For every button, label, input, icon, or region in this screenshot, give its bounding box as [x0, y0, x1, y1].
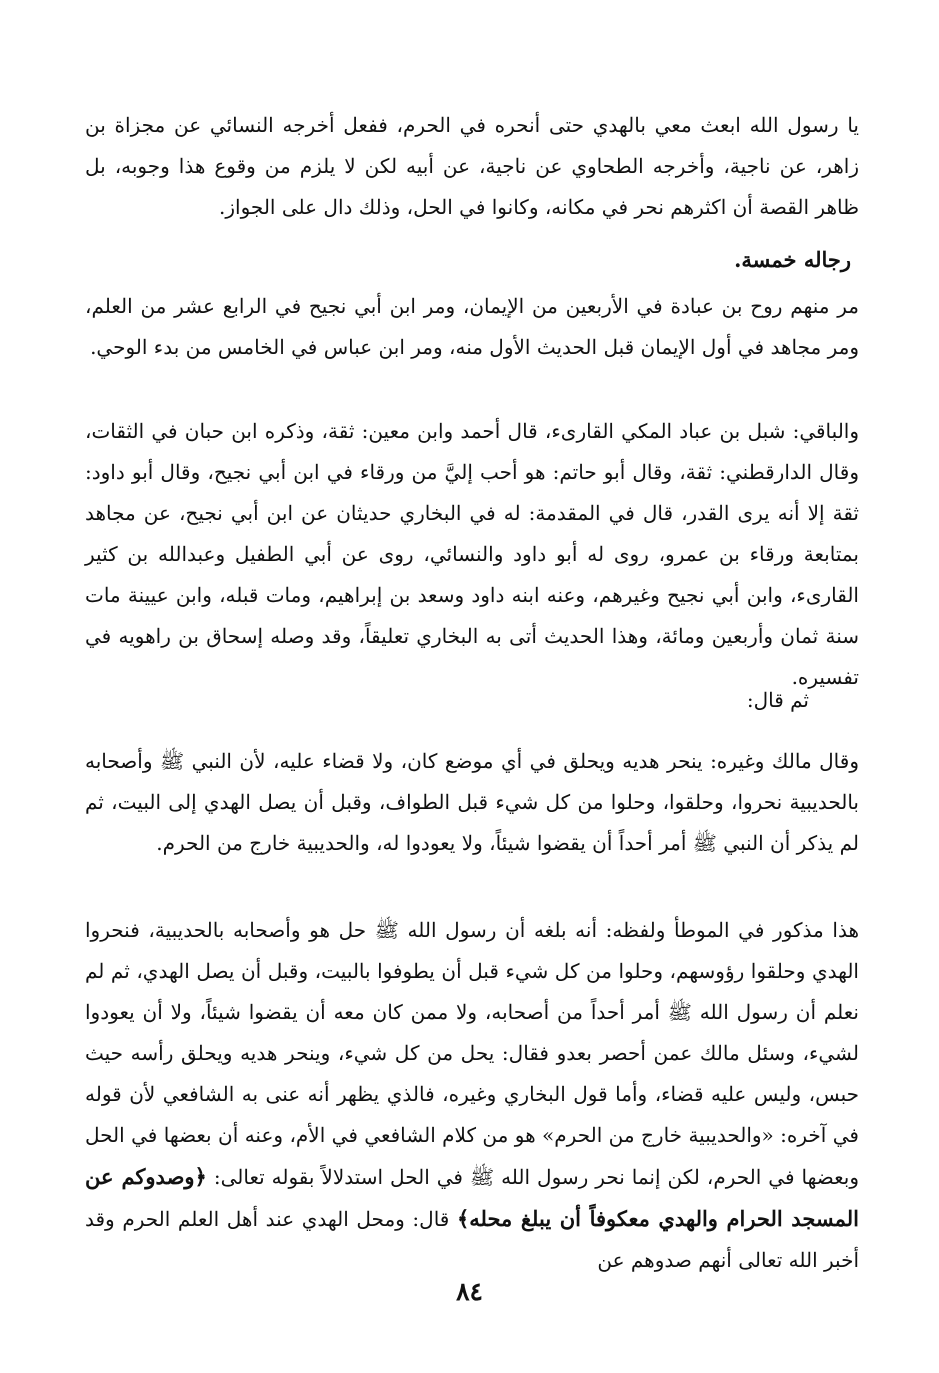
paragraph-shibl-biography — [85, 411, 859, 698]
paragraph-main-text: هذا مذكور في الموطأ ولفظه: أنه بلغه أن رسول الله ﷺ حل هو وأصحابه بالحديبية، فنحروا الهدي وحلقوا رؤوسهم، وحلوا من كل شيء قبل أن يطوفوا بالبيت، وقبل أن يصل الهدي، ثم لم نعلم أن رسول الله ﷺ أمر أحداً من أصحابه، ولا ممن كان معه أن يقضوا شيئاً، ولا أن يعودوا لشيء، وسئل مالك عمن أحصر بعدو فقال: يحل من كل شيء، وينحر هديه ويحلق رأسه حيث حبس، وليس عليه قضاء، وأما قول البخاري وغيره، فالذي يظهر أنه عنى به الشافعي لأن قوله في آخره: «والحديبية خارج من الحرم» هو من كلام الشافعي في الأم، وعنه أن بعضها في الحل وبعضها في الحرم، لكن إنما نحر رسول الله ﷺ في الحل استدلالاً بقوله تعالى: — [85, 918, 860, 1189]
paragraph-muwatta — [85, 910, 859, 1281]
then-he-said: ثم قال: — [746, 688, 809, 712]
paragraph-hadith-end — [85, 105, 859, 228]
section-heading: رجاله خمسة. — [734, 247, 851, 272]
page-number: ٨٤ — [456, 1277, 483, 1306]
paragraph-malik-opinion — [85, 741, 859, 864]
paragraph-continuation: قال: ومحل الهدي عند أهل العلم الحرم وقد أخبر الله تعالى أنهم صدوهم عن — [85, 1207, 859, 1272]
paragraph-narrators — [85, 286, 859, 368]
paragraph-text — [85, 910, 859, 1281]
paragraph-text: يا رسول الله ابعث معي بالهدي حتى أنحره في الحرم، ففعل أخرجه النسائي عن مجزاة بن زاهر، عن ناجية، وأخرجه الطحاوي عن ناجية، عن أبيه لكن لا يلزم من وقوع هذا وجوبه، بل ظاهر القصة أن اكثرهم نحر في مكانه، وكانوا في الحل، وذلك دال على الجواز. — [85, 113, 859, 219]
paragraph-text: مر منهم روح بن عبادة في الأربعين من الإيمان، ومر ابن أبي نجيح في الرابع عشر من العلم، ومر مجاهد في أول الإيمان قبل الحديث الأول منه، ومر ابن عباس في الخامس من بدء الوحي. — [85, 294, 859, 359]
paragraph-text: والباقي: شبل بن عباد المكي القارىء، قال أحمد وابن معين: ثقة، وذكره ابن حبان في الثقات، وقال الدارقطني: ثقة، وقال أبو حاتم: هو أحب إليَّ من ورقاء في ابن أبي نجيح، وقال أبو داود: ثقة إلا أنه يرى القدر، قال في المقدمة: له في البخاري حديثان عن ابن أبي نجيح، عن مجاهد بمتابعة ورقاء بن عمرو، روى له أبو داود والنسائي، روى عن أبي الطفيل وعبدالله بن كثير القارىء، وابن أبي نجيح وغيرهم، وعنه ابنه داود وسعد بن إبراهيم، ومات قبله، وابن عيينة مات سنة ثمان وأربعين ومائة، وهذا الحديث أتى به البخاري تعليقاً، وقد وصله إسحاق بن راهويه في تفسيره. — [85, 419, 859, 689]
paragraph-text: وقال مالك وغيره: ينحر هديه ويحلق في أي موضع كان، ولا قضاء عليه، لأن النبي ﷺ وأصحابه بالحديبية نحروا، وحلقوا، وحلوا من كل شيء قبل الطواف، وقبل أن يصل الهدي إلى البيت، ثم لم يذكر أن النبي ﷺ أمر أحداً أن يقضوا شيئاً، ولا يعودوا له، والحديبية خارج من الحرم. — [85, 749, 859, 855]
quran-verse: ﴿وصدوكم عن المسجد الحرام والهدي معكوفاً أن يبلغ محله﴾ — [85, 1164, 859, 1231]
